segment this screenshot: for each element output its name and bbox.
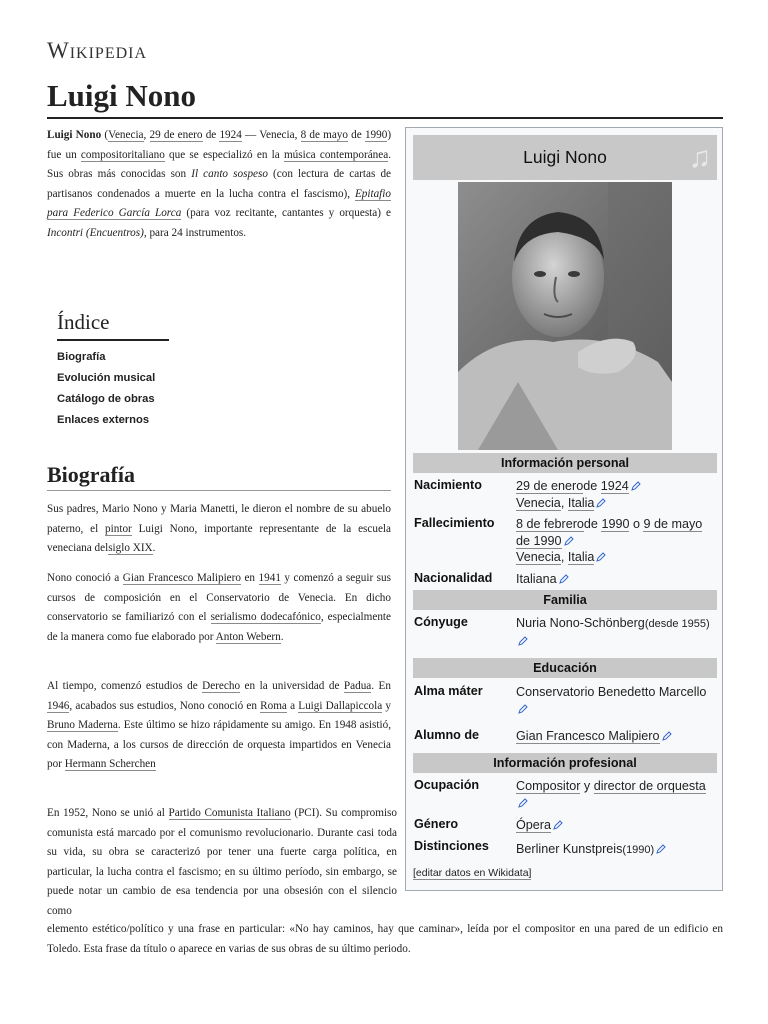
text: . En [371,680,391,692]
toc-list [57,347,169,431]
text: de [583,479,601,493]
toc-item-biografia[interactable]: Biografía [57,351,106,363]
text: . Sus obras más conocidas son [47,148,391,181]
link-venecia[interactable]: Venecia [108,129,144,141]
toc-title: Índice [57,310,169,341]
text: Nuria Nono-Schönberg [516,616,645,630]
value-distinciones [516,841,714,859]
link-italiano[interactable]: italiano [131,148,165,161]
text: — Venecia, [241,129,301,141]
work-title: Il canto sospeso [191,168,268,181]
pencil-edit-icon[interactable] [553,818,563,828]
label-alma-mater: Alma máter [414,684,483,698]
link-death-year[interactable]: 1990 [601,517,630,531]
pencil-edit-icon[interactable] [596,550,606,560]
link-death-year[interactable]: 1990 [364,129,388,141]
text: (PCI). Su compromiso comunista está marcado por el comunismo revolucionario. Durante casi toda su vida, su obra se caracterizó por tener una fuerte carga política, en particular, la lucha contra el fascismo; en su último período, sin embargo, se puede notar un cambio de esa tendencia por una obsesión con el silencio como [47,807,397,917]
page-title: Luigi Nono [47,78,197,113]
link-italia[interactable]: Italia [567,550,595,564]
link-siglo-xix[interactable]: siglo XIX [108,542,153,555]
section-educacion: Educación [413,658,717,678]
toc-item-catalogo-de-obras[interactable]: Catálogo de obras [57,393,155,405]
text: de [202,129,220,141]
link-epitafio[interactable]: Epitafio para Federico García Lorca [47,187,391,220]
music-note-icon: ♫ [688,141,711,174]
text: (con lectura de cartas de partisanos condenados a muerte en la lucha contra el fascismo), [47,168,392,200]
value-fallecimiento [516,516,714,566]
link-opera[interactable]: Ópera [516,818,552,832]
section-informacion-profesional: Información profesional [413,753,717,773]
link-anton-webern[interactable]: Anton Webern [215,630,281,643]
value-genero [516,817,714,834]
link-derecho[interactable]: Derecho [202,680,241,692]
link-alt-death-date[interactable]: 9 de mayo de 1990 [516,517,703,548]
text: . [152,542,156,555]
text: , [143,129,150,141]
link-birth-year[interactable]: 1924 [600,479,629,493]
link-venecia[interactable]: Venecia [516,495,561,510]
text: , para 24 instrumentos. [143,226,247,239]
infobox-title-text: Luigi Nono [523,147,607,167]
text: en la universidad de [240,680,344,692]
text: En 1952, Nono se unió al [47,807,169,819]
intro-subject: Luigi Nono [47,129,102,141]
infobox-title [413,135,717,180]
section-heading-biografia: Biografía [47,462,135,487]
text: , [560,550,568,564]
link-serialismo[interactable]: serialismo dodecafónico [210,611,321,624]
pencil-edit-icon[interactable] [662,729,672,739]
text: Italiana [516,572,557,586]
label-distinciones: Distinciones [414,839,489,853]
note: (desde 1955) [644,618,710,630]
text: que se especializó en la [164,148,284,161]
link-dallapiccola[interactable]: Luigi Dallapiccola [298,699,383,712]
value-alumno-de [516,728,714,745]
link-italia[interactable]: Italia [567,495,595,510]
text: a [286,699,299,712]
link-compositor[interactable]: compositor [80,148,132,161]
note: (1990) [622,844,655,856]
link-malipiero[interactable]: Gian Francesco Malipiero [516,729,660,743]
pencil-edit-icon[interactable] [518,796,528,806]
label-nacionalidad: Nacionalidad [414,571,493,585]
toc-item-enlaces-externos[interactable]: Enlaces externos [57,414,150,426]
link-death-date[interactable]: 8 de febrero [516,517,584,531]
link-malipiero[interactable]: Gian Francesco Malipiero [122,572,241,584]
portrait-photo[interactable] [458,182,672,450]
label-fallecimiento: Fallecimiento [414,516,495,530]
toc-item-evolucion-musical[interactable]: Evolución musical [57,372,156,384]
section-familia: Familia [413,590,717,610]
text: y comenzó a seguir sus cursos de composición en el Conservatorio de Venecia. En dicho conservatorio se familiarizó con el [47,572,391,624]
text: Luigi Nono, importante representante de la escuela veneciana del [47,522,391,555]
value-ocupacion [516,778,714,811]
pencil-edit-icon[interactable] [596,496,606,506]
pencil-edit-icon[interactable] [518,634,528,644]
text: Al tiempo, comenzó estudios de [47,680,203,692]
value-conyuge [516,615,714,649]
text: (para voz recitante, cantantes y orquesta) e [181,207,391,220]
work-title: Incontri (Encuentros) [47,226,144,239]
link-1946[interactable]: 1946 [47,699,70,712]
infobox [405,127,723,891]
text: . Este último se hizo rápidamente su amigo. En 1948 asistió, con Maderna, a los cursos de dirección de orquesta impartidos en Venecia por [47,719,391,771]
link-roma[interactable]: Roma [260,699,287,712]
bio-paragraph-4-continued: elemento estético/político y una frase en particular: «No hay caminos, hay que caminar», leída por el compositor en una pared de un edificio en Toledo. Esta frase da título o aparece en varias de sus obras de su último periodo. [47,923,723,955]
wikipedia-wordmark[interactable]: Wikipedia [47,38,148,63]
bio-paragraph-4 [47,804,397,922]
link-director-de-orquesta[interactable]: director de orquesta [593,779,706,793]
label-nacimiento: Nacimiento [414,478,482,492]
value-nacionalidad [516,571,714,588]
pencil-edit-icon[interactable] [631,479,641,489]
section-informacion-personal: Información personal [413,453,717,473]
text: Nono conoció a [47,572,123,584]
link-compositor[interactable]: Compositor [516,779,581,793]
pencil-edit-icon[interactable] [656,842,666,852]
pencil-edit-icon[interactable] [518,702,528,712]
text: , acabados sus estudios, Nono conoció en [69,699,261,712]
text: , especialmente de la manera como fue elaborado por [47,611,391,643]
bio-paragraph-1 [47,500,391,559]
intro-paragraph [47,126,391,244]
pencil-edit-icon[interactable] [559,572,569,582]
link-birth-year[interactable]: 1924 [219,129,242,141]
label-ocupacion: Ocupación [414,778,480,792]
link-birth-date[interactable]: 29 de enero [149,129,203,141]
text: y [382,699,392,712]
text: y [580,779,594,793]
text: en [240,572,259,584]
link-padua[interactable]: Padua [343,680,372,692]
text: . [280,630,284,643]
value-nacimiento [516,478,714,511]
text: Conservatorio Benedetto Marcello [516,685,707,699]
portrait-image [458,182,672,450]
link-hermann-scherchen[interactable]: Hermann Scherchen [64,758,156,771]
link-bruno-maderna[interactable]: Bruno Maderna [47,719,118,732]
edit-wikidata-link[interactable]: [editar datos en Wikidata] [413,867,532,879]
text: ( [101,129,109,141]
link-1941[interactable]: 1941 [258,572,281,584]
label-alumno-de: Alumno de [414,728,480,742]
link-birth-date[interactable]: 29 de enero [516,479,584,493]
text: o [629,517,644,531]
link-pci[interactable]: Partido Comunista Italiano [168,807,291,819]
text: Berliner Kunstpreis [516,842,623,856]
link-pintor[interactable]: pintor [105,522,132,535]
value-alma-mater [516,684,714,717]
pencil-edit-icon[interactable] [564,534,574,544]
label-genero: Género [414,817,459,831]
link-death-date[interactable]: 8 de mayo [300,129,348,141]
title-divider [47,117,723,119]
text: Sus padres, Mario Nono y Maria Manetti, le dieron el nombre de su abuelo paterno, el [47,503,391,535]
section-divider [47,490,391,491]
link-musica-contemporanea[interactable]: música contemporánea [283,148,389,161]
text: , [560,495,568,510]
table-of-contents [57,310,169,431]
text: ) fue un [47,129,392,161]
bio-paragraph-3 [47,677,391,775]
link-venecia[interactable]: Venecia [516,550,561,564]
text: de [347,129,365,141]
bio-paragraph-2 [47,569,391,647]
label-conyuge: Cónyuge [414,615,468,629]
text: de [583,517,602,531]
